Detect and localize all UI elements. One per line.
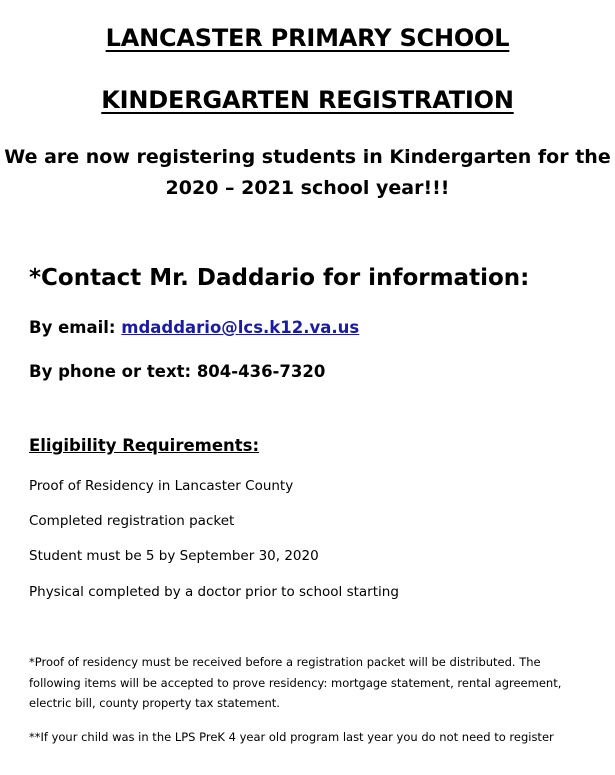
residency-note	[29, 652, 589, 714]
intro-line-1: We are now registering students in Kindergarten for the	[4, 146, 611, 168]
contact-email-line	[29, 318, 359, 337]
school-name-heading: LANCASTER PRIMARY SCHOOL	[105, 24, 510, 52]
requirement-physical: Physical completed by a doctor prior to school starting	[29, 584, 399, 600]
residency-note-line-2: following items will be accepted to prove residency: mortgage statement, rental agreement,	[29, 675, 562, 690]
intro-text	[0, 142, 615, 204]
requirement-packet: Completed registration packet	[29, 513, 235, 529]
requirement-residency: Proof of Residency in Lancaster County	[29, 478, 294, 494]
residency-note-line-3: electric bill, county property tax statement.	[29, 696, 280, 710]
phone-number: 804-436-7320	[196, 362, 326, 381]
residency-note-line-1: *Proof of residency must be received before a registration packet will be distributed. The	[29, 655, 541, 669]
phone-label: By phone or text:	[29, 362, 197, 381]
registration-title-heading: KINDERGARTEN REGISTRATION	[101, 86, 514, 114]
contact-heading: *Contact Mr. Daddario for information:	[29, 265, 530, 291]
email-link[interactable]: mdaddario@lcs.k12.va.us	[121, 318, 360, 337]
prek-note: **If your child was in the LPS PreK 4 year old program last year you do not need to register	[29, 730, 554, 744]
intro-line-2: 2020 – 2021 school year!!!	[165, 177, 450, 199]
contact-phone-line	[29, 362, 325, 381]
requirement-age: Student must be 5 by September 30, 2020	[29, 548, 319, 564]
email-label: By email:	[29, 318, 122, 337]
eligibility-heading: Eligibility Requirements:	[29, 436, 260, 455]
